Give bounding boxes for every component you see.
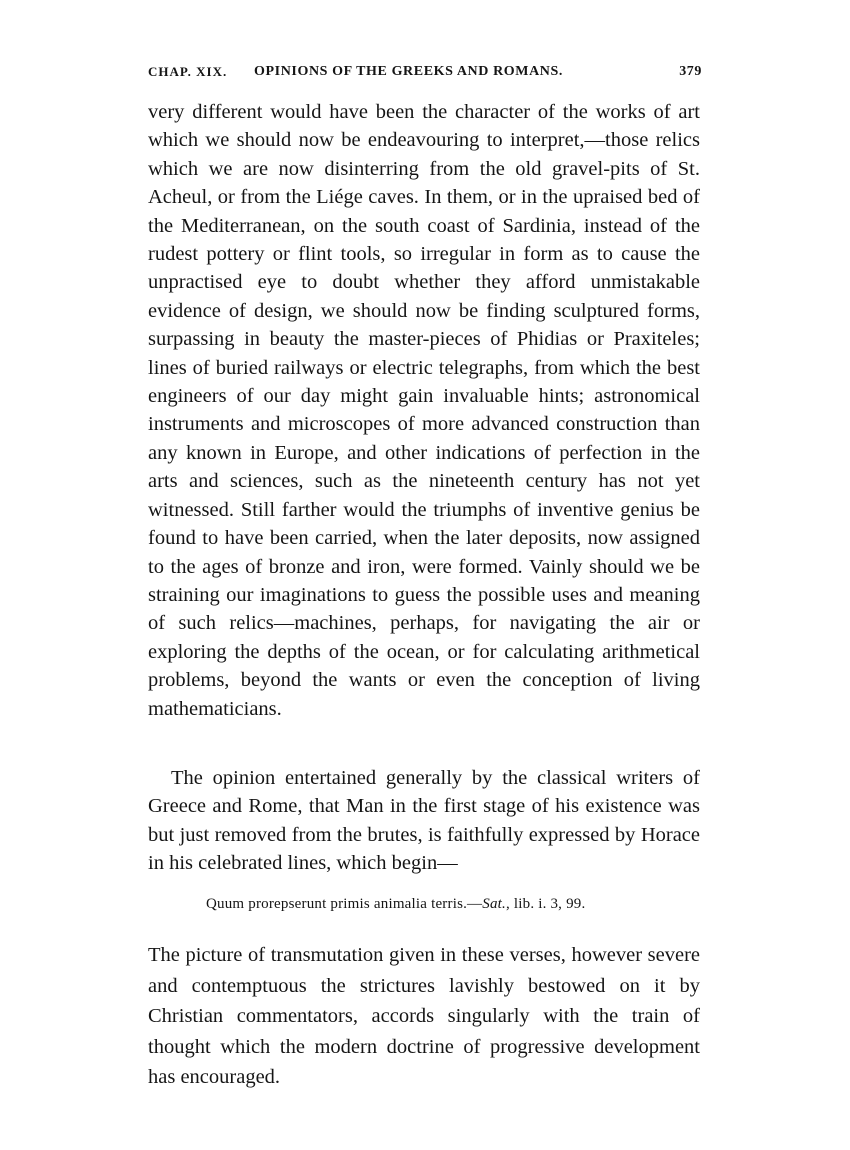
verse-quotation [206, 896, 686, 913]
body-paragraph-3: The picture of transmutation given in these verses, however severe and contemptuous the strictures lavishly bestowed on it by Christian commentators, accords singularly with the train of thought which the modern doctrine of progressive development has encouraged. [148, 944, 700, 1088]
quotation-source: Sat. [482, 896, 506, 912]
body-paragraph-2: The opinion entertained generally by the classical writers of Greece and Rome, that Man in the first stage of his existence was but just removed from the brutes, is faithfully expressed by Horace in his celebrated lines, which begin— [148, 767, 700, 875]
running-head [148, 64, 702, 84]
running-title: OPINIONS OF THE GREEKS AND ROMANS. [254, 64, 563, 79]
page-number: 379 [679, 64, 702, 79]
quotation-text: Quum prorepserunt primis animalia terris.— [206, 896, 483, 912]
chapter-label: CHAP. XIX. [148, 64, 228, 79]
quotation-reference: , lib. i. 3, 99. [505, 896, 586, 912]
body-paragraph-1: very different would have been the character of the works of art which we should now be endeavouring to interpret,—those relics which we are now disinterring from the old gravel-pits of St. Acheul, or from the Liége caves. In them, or in the upraised bed of the Mediterranean, on the south coast of Sardinia, instead of the rudest pottery or flint tools, so irregular in form as to cause the unpractised eye to doubt whether they afford unmistakable evidence of design, we should now be finding sculptured forms, surpassing in beauty the master-pieces of Phidias or Praxiteles; lines of buried railways or electric telegraphs, from which the best engineers of our day might gain invaluable hints; astronomical instruments and microscopes of more advanced construction than any known in Europe, and other indications of perfection in the arts and sciences, such as the nineteenth century has not yet witnessed. Still farther would the triumphs of inventive genius be found to have been carried, when the later deposits, now assigned to the ages of bronze and iron, were formed. Vainly should we be straining our imaginations to guess the possible uses and meaning of such relics—machines, perhaps, for navigating the air or exploring the depths of the ocean, or for calculating arithmetical problems, beyond the wants or even the conception of living mathematicians. [148, 101, 700, 720]
